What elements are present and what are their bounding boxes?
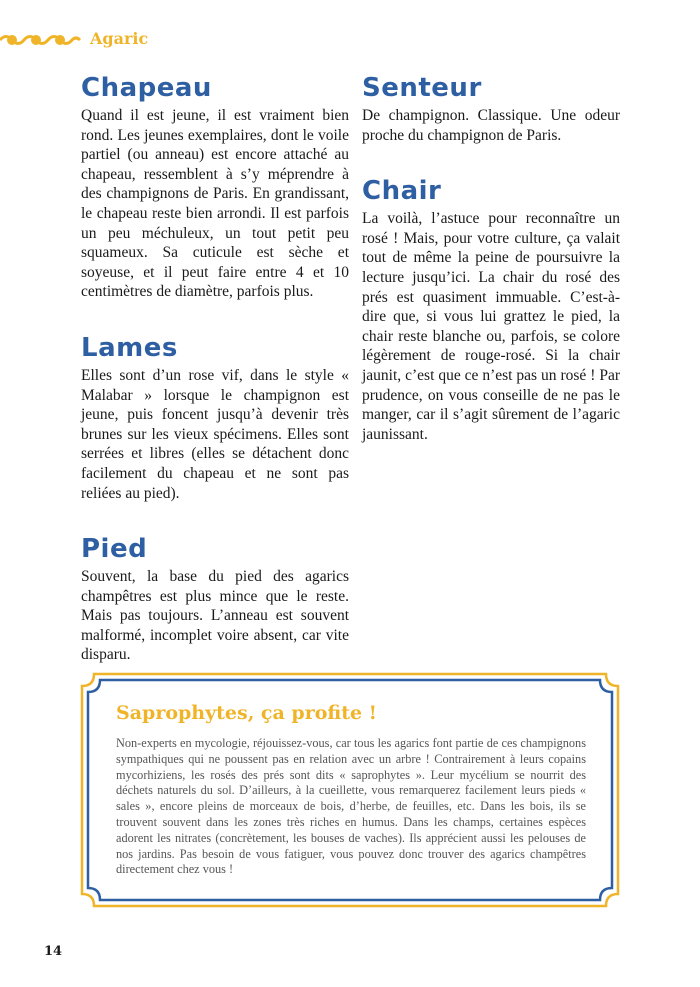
section-title-chapeau: Chapeau bbox=[81, 73, 212, 103]
section-title-senteur: Senteur bbox=[362, 73, 482, 103]
left-column bbox=[81, 72, 349, 695]
section-body-chair: La voilà, l’astuce pour reconnaître un rosé ! Mais, pour votre culture, ça valait tout de même la peine de poursuivre la lecture jusqu’ici. La chair du rosé des prés est quasiment immuable. C’est-à-dire que, si vous lui grattez le pied, la chair reste blanche ou, parfois, se colore légèrement de rouge-rosé. Si la chair jaunit, c’est que ce n’est pas un rosé ! Par prudence, on vous conseille de ne pas le manger, car il s’agit sûrement de l’agaric jaunissant. bbox=[362, 210, 620, 443]
section-body-pied: Souvent, la base du pied des agarics champêtres est plus mince que le reste. Mais pas toujours. L’anneau est souvent malformé, incomplet voire absent, car vite disparu. bbox=[81, 568, 349, 664]
page-number: 14 bbox=[44, 944, 63, 959]
info-box-title: Saprophytes, ça profite ! bbox=[116, 702, 378, 724]
header-title: Agaric bbox=[90, 29, 149, 48]
section-title-pied: Pied bbox=[81, 534, 148, 565]
section-body-senteur: De champignon. Classique. Une odeur proche du champignon de Paris. bbox=[362, 107, 620, 144]
info-box-body: Non-experts en mycologie, réjouissez-vous, car tous les agarics font partie de ces champignons sympathiques qui ne poussent pas en relation avec un arbre ! Contrairement à leurs copains mycorhiziens, les rosés des prés sont dits « saprophytes ». Leur mycélium se nourrit des déchets naturels du sol. D’ailleurs, à la cueillette, vous remarquerez facilement leurs pieds « sales », encore pleins de morceaux de bois, d’herbe, de feuilles, etc. Dans les bois, ils se trouvent souvent dans les zones très riches en humus. Dans les champs, certaines espèces adorent les nitrates (concrètement, les bouses de vaches). Ils apprécient aussi les pelouses de nos jardins. Pas besoin de vous fatiguer, vous pouvez donc trouver des agarics champêtres directement chez vous ! bbox=[116, 736, 586, 877]
header-wave-ornament bbox=[0, 25, 90, 55]
section-body-chapeau: Quand il est jeune, il est vraiment bien rond. Les jeunes exemplaires, dont le voile partiel (ou anneau) est encore attaché au chapeau, ressemblent à s’y méprendre à des champignons de Paris. En grandissant, le chapeau reste bien arrondi. Il est parfois un peu méchuleux, un tout petit peu squameux. Sa cuticule est sèche et soyeuse, et il peut faire entre 4 et 10 centimètres de diamètre, parfois plus. bbox=[81, 107, 349, 301]
section-title-lames: Lames bbox=[81, 332, 178, 363]
info-box bbox=[116, 702, 586, 878]
section-body-lames: Elles sont d’un rose vif, dans le style « Malabar » lorsque le champignon est jeune, puis foncent jusqu’à devenir très brunes sur les vieux spécimens. Elles sont serrées et libres (elles se détachent donc facilement du chapeau et ne sont pas reliées au pied). bbox=[81, 366, 349, 502]
right-column bbox=[362, 72, 620, 474]
section-title-chair: Chair bbox=[362, 176, 442, 207]
